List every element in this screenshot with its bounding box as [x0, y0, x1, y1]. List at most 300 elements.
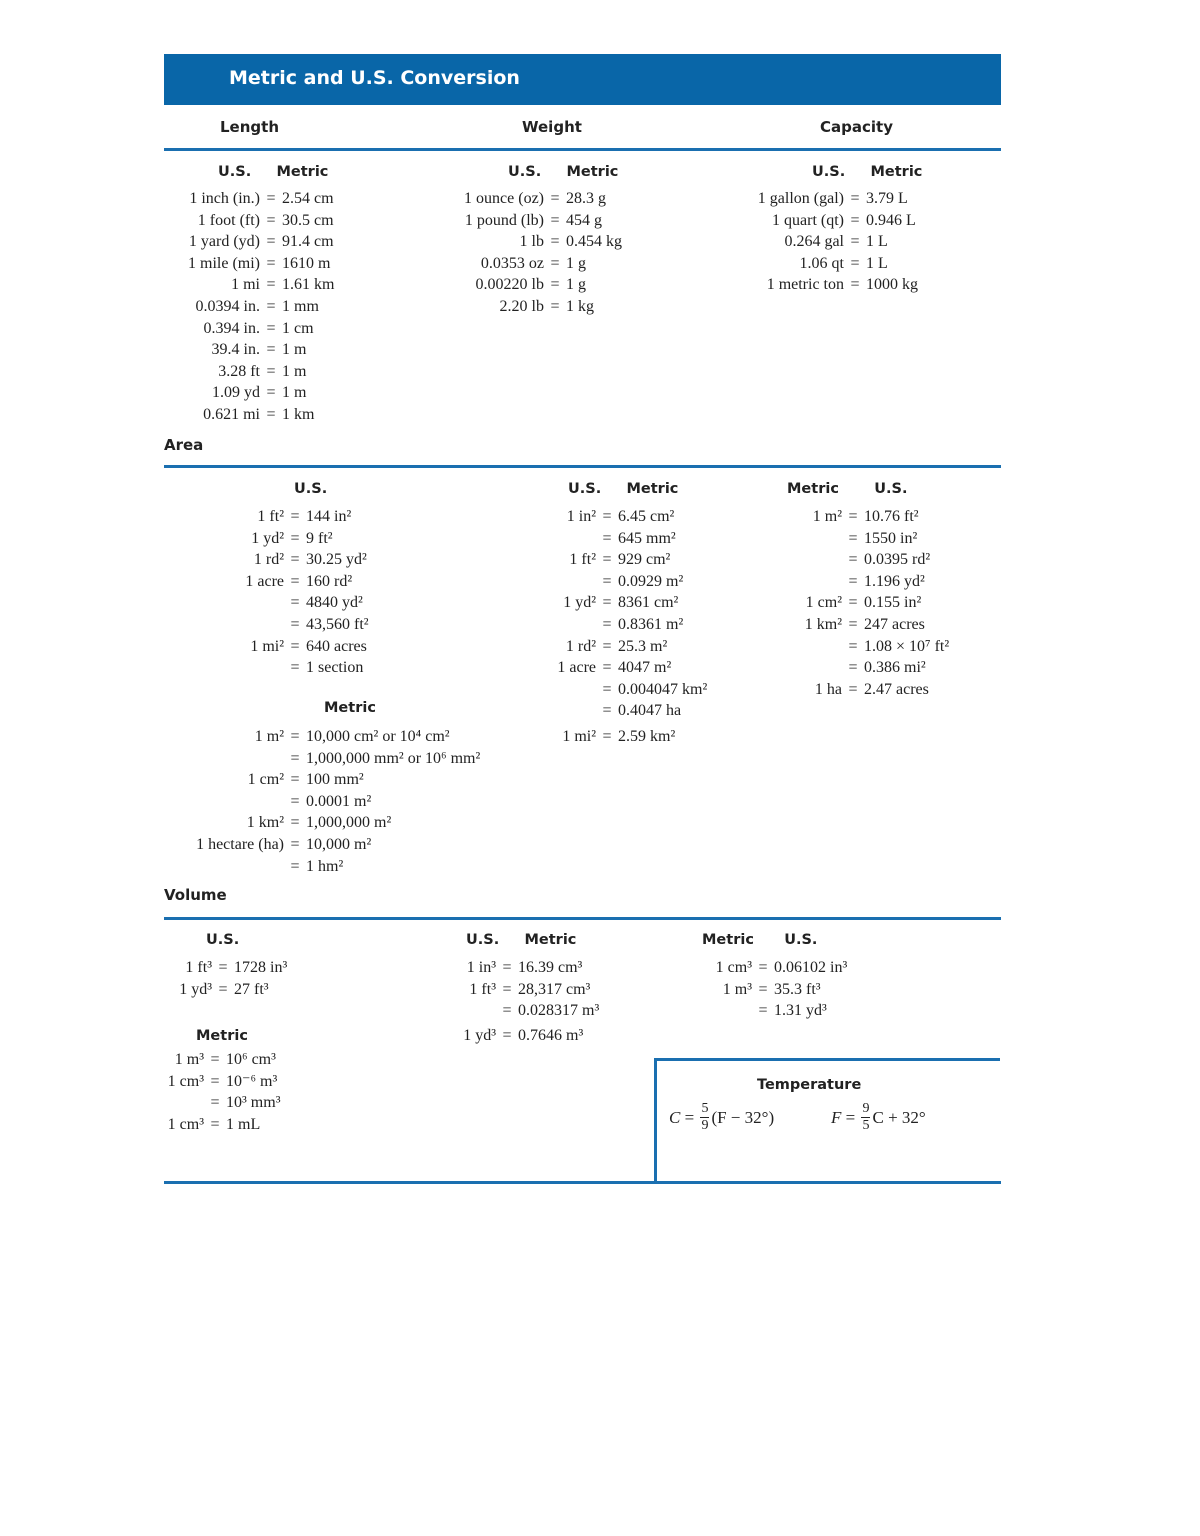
equals-sign: = — [602, 508, 612, 525]
row-equivalent-value: 0.06102 in³ — [774, 959, 848, 976]
row-us-value: 1 yd³ — [463, 1027, 496, 1044]
row-us-value: 1 m³ — [174, 1051, 204, 1068]
row-us-value: 1 pound (lb) — [464, 211, 544, 229]
area-us-table — [180, 506, 369, 679]
equals-sign: = — [848, 508, 858, 525]
table-row — [790, 614, 949, 636]
row-us-value: 0.0353 oz — [480, 254, 544, 272]
equals-sign: = — [266, 190, 276, 207]
row-equivalent-value: 1 cm — [282, 319, 314, 337]
equals-sign: = — [266, 233, 276, 251]
row-equivalent-value: 27 ft³ — [234, 980, 269, 998]
table-row — [544, 571, 707, 593]
row-us-value — [790, 549, 842, 571]
equals-sign: = — [290, 637, 300, 655]
row-us-value: 1 gallon (gal) — [757, 190, 844, 207]
equals-sign: = — [290, 572, 300, 590]
row-equivalent-value: 1.08 × 10⁷ ft² — [864, 637, 950, 655]
row-us-value: 1 ha — [814, 680, 842, 698]
equals-sign: = — [266, 405, 276, 423]
row-equivalent-value: 30.5 cm — [282, 211, 334, 229]
table-row — [440, 210, 622, 232]
row-equivalent-value: 10,000 cm² or 10⁴ cm² — [306, 728, 450, 745]
row-equivalent-value: 4047 m² — [618, 659, 672, 677]
row-equivalent-value: 2.54 cm — [282, 190, 334, 207]
fahrenheit-fraction: $\frac{9}{5}$ — [862, 1101, 870, 1133]
equals-sign: = — [218, 980, 228, 998]
row-equivalent-value: 1 hm² — [306, 857, 344, 875]
volume-us-metric-table — [452, 957, 599, 1022]
row-us-value — [544, 528, 596, 550]
table-row — [790, 679, 949, 701]
capacity-column-headers: U.S. Metric — [812, 164, 923, 180]
row-us-value: 1 hectare (ha) — [196, 835, 284, 853]
divider-volume — [164, 917, 1001, 920]
row-us-value: 1 cm² — [805, 594, 842, 612]
area-us-metric-header: U.S. Metric — [568, 481, 679, 497]
table-row — [160, 210, 334, 232]
equals-sign: = — [550, 233, 560, 251]
equals-sign: = — [266, 297, 276, 315]
row-us-value: 1.06 qt — [799, 254, 844, 272]
table-row — [704, 979, 847, 1001]
row-us-value — [544, 679, 596, 701]
table-row — [704, 957, 847, 979]
equals-sign: = — [290, 529, 300, 547]
row-equivalent-value: 10.76 ft² — [864, 508, 919, 525]
area-metric-us-table — [790, 506, 949, 700]
row-us-value: 1 yd³ — [179, 980, 212, 998]
equals-sign: = — [848, 615, 858, 633]
table-row — [452, 979, 599, 1001]
row-equivalent-value: 6.45 cm² — [618, 508, 675, 525]
area-metric-us-header: Metric U.S. — [787, 481, 908, 497]
area-us-header: U.S. — [294, 481, 328, 497]
table-row — [180, 812, 480, 834]
equals-sign: = — [550, 211, 560, 229]
equals-sign: = — [210, 1051, 220, 1068]
row-equivalent-value: 10⁶ cm³ — [226, 1051, 276, 1068]
celsius-fraction: $\frac{5}{9}$ — [701, 1101, 709, 1133]
equals-sign: = — [602, 594, 612, 612]
table-row — [544, 679, 707, 701]
table-row — [790, 549, 949, 571]
table-row — [452, 957, 599, 979]
row-us-value: 1 mi² — [250, 637, 284, 655]
row-equivalent-value: 1 L — [866, 254, 888, 272]
table-row — [164, 979, 287, 1001]
page-title: Metric and U.S. Conversion — [229, 67, 520, 89]
table-row — [736, 188, 918, 210]
table-row — [160, 382, 334, 404]
table-row — [452, 1000, 599, 1022]
row-equivalent-value: 1 g — [566, 276, 586, 294]
row-equivalent-value: 0.0395 rd² — [864, 551, 931, 569]
row-us-value: 1 in³ — [466, 959, 496, 976]
area-header: Area — [164, 436, 204, 454]
row-equivalent-value: 0.454 kg — [566, 233, 622, 251]
table-row — [180, 791, 480, 813]
equals-sign: = — [290, 615, 300, 633]
row-equivalent-value: 8361 cm² — [618, 594, 679, 612]
equals-sign: = — [266, 362, 276, 380]
table-row — [180, 506, 369, 528]
table-row — [180, 657, 369, 679]
table-row — [180, 856, 480, 878]
divider-length — [164, 148, 1001, 151]
table-row — [790, 528, 949, 550]
volume-us-metric-extra — [452, 1025, 583, 1047]
row-us-value — [452, 1000, 496, 1022]
row-equivalent-value: 645 mm² — [618, 529, 676, 547]
equals-sign: = — [850, 254, 860, 272]
table-row — [160, 296, 334, 318]
table-row — [180, 748, 480, 770]
equals-sign: = — [850, 190, 860, 207]
equals-sign: = — [848, 572, 858, 590]
area-us-metric-extra — [544, 726, 675, 748]
title-banner — [164, 54, 1001, 105]
volume-header: Volume — [164, 886, 227, 904]
equals-sign: = — [266, 211, 276, 229]
equals-sign: = — [550, 297, 560, 315]
table-row — [544, 726, 675, 748]
row-us-value — [180, 856, 284, 878]
equals-sign: = — [758, 980, 768, 998]
row-equivalent-value: 0.0001 m² — [306, 792, 372, 810]
capacity-table — [736, 188, 918, 296]
row-us-value: 1 cm³ — [715, 959, 752, 976]
fahrenheit-formula-rest: C + 32° — [872, 1107, 926, 1127]
row-us-value: 1 lb — [519, 233, 544, 251]
row-equivalent-value: 1.196 yd² — [864, 572, 925, 590]
row-us-value: 0.621 mi — [203, 405, 260, 423]
row-us-value: 1 mile (mi) — [188, 254, 260, 272]
row-us-value: 1 foot (ft) — [197, 211, 260, 229]
equals-sign: = — [550, 190, 560, 207]
table-row — [440, 253, 622, 275]
row-us-value: 1 inch (in.) — [189, 190, 260, 207]
row-equivalent-value: 1.31 yd³ — [774, 1002, 827, 1020]
equals-sign: = — [602, 551, 612, 569]
table-row — [544, 614, 707, 636]
row-us-value: 2.20 lb — [499, 297, 544, 315]
table-row — [160, 1049, 280, 1071]
row-us-value: 1 rd² — [565, 637, 596, 655]
row-equivalent-value: 1,000,000 mm² or 10⁶ mm² — [306, 749, 481, 767]
row-equivalent-value: 9 ft² — [306, 529, 333, 547]
table-row — [180, 571, 369, 593]
row-equivalent-value: 0.946 L — [866, 211, 916, 229]
equals-sign: = — [602, 659, 612, 677]
equals-sign: = — [266, 276, 276, 294]
weight-column-headers: U.S. Metric — [508, 164, 619, 180]
row-equivalent-value: 10⁻⁶ m³ — [226, 1072, 278, 1090]
equals-sign: = — [210, 1072, 220, 1090]
equals-sign: = — [266, 384, 276, 402]
volume-us-header: U.S. — [206, 932, 240, 948]
temperature-header: Temperature — [757, 1077, 862, 1093]
row-us-value: 1 mi² — [562, 728, 596, 745]
equals-sign: = — [502, 959, 512, 976]
table-row — [180, 834, 480, 856]
row-us-value — [544, 700, 596, 722]
row-equivalent-value: 0.028317 m³ — [518, 1002, 600, 1020]
row-equivalent-value: 1 kg — [566, 297, 594, 315]
row-equivalent-value: 35.3 ft³ — [774, 980, 821, 998]
row-us-value: 1 ft² — [257, 508, 284, 525]
equals-sign: = — [290, 749, 300, 767]
row-equivalent-value: 929 cm² — [618, 551, 671, 569]
row-equivalent-value: 1550 in² — [864, 529, 918, 547]
row-us-value: 1 acre — [557, 659, 596, 677]
row-equivalent-value: 30.25 yd² — [306, 551, 367, 569]
table-row — [544, 700, 707, 722]
row-equivalent-value: 454 g — [566, 211, 602, 229]
equals-sign: = — [218, 959, 228, 976]
equals-sign: = — [758, 959, 768, 976]
table-row — [736, 231, 918, 253]
row-us-value: 1 cm³ — [167, 1072, 204, 1090]
row-equivalent-value: 4840 yd² — [306, 594, 363, 612]
row-equivalent-value: 0.386 mi² — [864, 659, 926, 677]
table-row — [704, 1000, 847, 1022]
equals-sign: = — [850, 233, 860, 251]
equals-sign: = — [290, 728, 300, 745]
length-table — [160, 188, 334, 426]
volume-metric-table — [160, 1049, 280, 1135]
table-row — [164, 957, 287, 979]
row-us-value: 0.0394 in. — [195, 297, 260, 315]
equals-sign: = — [850, 211, 860, 229]
row-us-value: 1 km² — [246, 814, 284, 832]
table-row — [160, 1114, 280, 1136]
table-row — [180, 528, 369, 550]
row-us-value: 1.09 yd — [212, 384, 260, 402]
row-us-value — [790, 528, 842, 550]
row-equivalent-value: 1 mL — [226, 1115, 261, 1133]
table-row — [736, 210, 918, 232]
row-equivalent-value: 0.004047 km² — [618, 680, 708, 698]
table-row — [160, 231, 334, 253]
row-us-value — [790, 571, 842, 593]
row-us-value — [544, 571, 596, 593]
divider-bottom — [164, 1181, 1001, 1184]
weight-table — [440, 188, 622, 318]
equals-sign: = — [758, 1002, 768, 1020]
equals-sign: = — [848, 529, 858, 547]
equals-sign: = — [602, 637, 612, 655]
equals-sign: = — [266, 319, 276, 337]
table-row — [160, 1071, 280, 1093]
equals-sign: = — [290, 814, 300, 832]
table-row — [544, 528, 707, 550]
table-row — [180, 769, 480, 791]
row-equivalent-value: 28.3 g — [566, 190, 606, 207]
row-equivalent-value: 0.7646 m³ — [518, 1027, 584, 1044]
row-equivalent-value: 43,560 ft² — [306, 615, 369, 633]
row-equivalent-value: 1000 kg — [866, 276, 918, 294]
row-us-value — [790, 657, 842, 679]
row-equivalent-value: 1,000,000 m² — [306, 814, 392, 832]
table-row — [160, 253, 334, 275]
row-equivalent-value: 1728 in³ — [234, 959, 288, 976]
table-row — [452, 1025, 583, 1047]
row-equivalent-value: 1 L — [866, 233, 888, 251]
row-us-value: 1 yard (yd) — [188, 233, 260, 251]
row-us-value: 1 mi — [231, 276, 260, 294]
row-us-value: 1 in² — [566, 508, 596, 525]
table-row — [180, 614, 369, 636]
row-equivalent-value: 247 acres — [864, 615, 925, 633]
volume-us-table — [164, 957, 287, 1000]
equals-sign: = — [290, 792, 300, 810]
row-equivalent-value: 160 rd² — [306, 572, 353, 590]
table-row — [160, 274, 334, 296]
volume-us-metric-header: U.S. Metric — [466, 932, 577, 948]
row-equivalent-value: 16.39 cm³ — [518, 959, 583, 976]
row-us-value: 1 yd² — [251, 529, 284, 547]
equals-sign: = — [848, 594, 858, 612]
row-us-value: 0.394 in. — [203, 319, 260, 337]
table-row — [440, 188, 622, 210]
table-row — [544, 592, 707, 614]
equals-sign: = — [266, 341, 276, 359]
row-us-value: 1 ft³ — [185, 959, 212, 976]
table-row — [544, 506, 707, 528]
row-us-value — [790, 636, 842, 658]
temperature-box — [654, 1058, 1000, 1183]
celsius-formula: C = $\frac{5}{9}$ (F − 32°) — [669, 1101, 775, 1133]
table-row — [180, 726, 480, 748]
table-row — [180, 549, 369, 571]
row-equivalent-value: 2.47 acres — [864, 680, 929, 698]
equals-sign: = — [602, 615, 612, 633]
area-metric-table — [180, 726, 480, 877]
row-equivalent-value: 1 mm — [282, 297, 319, 315]
row-equivalent-value: 1 m — [282, 341, 307, 359]
row-equivalent-value: 0.155 in² — [864, 594, 922, 612]
row-equivalent-value: 91.4 cm — [282, 233, 334, 251]
row-equivalent-value: 1 section — [306, 659, 364, 677]
equals-sign: = — [290, 835, 300, 853]
equals-sign: = — [290, 551, 300, 569]
row-us-value — [704, 1000, 752, 1022]
row-equivalent-value: 28,317 cm³ — [518, 980, 591, 998]
row-equivalent-value: 1610 m — [282, 254, 331, 272]
row-us-value: 1 cm³ — [167, 1115, 204, 1133]
table-row — [160, 361, 334, 383]
row-us-value: 1 ft³ — [469, 980, 496, 998]
table-row — [790, 506, 949, 528]
equals-sign: = — [290, 659, 300, 677]
equals-sign: = — [550, 276, 560, 294]
row-equivalent-value: 1 m — [282, 384, 307, 402]
row-equivalent-value: 144 in² — [306, 508, 352, 525]
divider-area — [164, 465, 1001, 468]
row-us-value: 0.00220 lb — [475, 276, 544, 294]
row-us-value: 1 acre — [245, 572, 284, 590]
table-row — [544, 657, 707, 679]
table-row — [790, 571, 949, 593]
volume-metric-header: Metric — [196, 1028, 248, 1044]
row-us-value: 1 m³ — [722, 980, 752, 998]
equals-sign: = — [290, 771, 300, 789]
row-us-value: 39.4 in. — [211, 341, 260, 359]
row-us-value: 1 km² — [804, 615, 842, 633]
row-equivalent-value: 1 km — [282, 405, 315, 423]
row-equivalent-value: 1 m — [282, 362, 307, 380]
table-row — [440, 231, 622, 253]
row-us-value — [180, 748, 284, 770]
length-column-headers: U.S. Metric — [218, 164, 329, 180]
row-us-value: 1 ounce (oz) — [464, 190, 544, 207]
equals-sign: = — [848, 551, 858, 569]
volume-metric-us-header: Metric U.S. — [702, 932, 818, 948]
equals-sign: = — [848, 659, 858, 677]
table-row — [180, 636, 369, 658]
row-equivalent-value: 1 g — [566, 254, 586, 272]
capacity-header: Capacity — [820, 118, 893, 136]
equals-sign: = — [550, 254, 560, 272]
weight-header: Weight — [522, 118, 582, 136]
table-row — [160, 339, 334, 361]
row-us-value: 1 cm² — [247, 771, 284, 789]
fahrenheit-formula: F = $\frac{9}{5}$ C + 32° — [831, 1101, 926, 1133]
row-us-value — [180, 657, 284, 679]
row-us-value — [160, 1092, 204, 1114]
table-row — [440, 274, 622, 296]
equals-sign: = — [602, 702, 612, 720]
row-us-value: 1 ft² — [569, 551, 596, 569]
table-row — [160, 1092, 280, 1114]
equals-sign: = — [502, 1027, 512, 1044]
equals-sign: = — [266, 254, 276, 272]
table-row — [790, 636, 949, 658]
row-us-value — [544, 614, 596, 636]
row-us-value: 1 rd² — [253, 551, 284, 569]
row-equivalent-value: 25.3 m² — [618, 637, 668, 655]
row-us-value — [180, 791, 284, 813]
equals-sign: = — [850, 276, 860, 294]
table-row — [736, 274, 918, 296]
row-us-value: 1 quart (qt) — [772, 211, 844, 229]
equals-sign: = — [210, 1094, 220, 1112]
equals-sign: = — [602, 728, 612, 745]
row-us-value: 1 metric ton — [766, 276, 844, 294]
table-row — [160, 188, 334, 210]
table-row — [790, 657, 949, 679]
table-row — [736, 253, 918, 275]
row-equivalent-value: 0.4047 ha — [618, 702, 682, 720]
table-row — [790, 592, 949, 614]
row-equivalent-value: 10,000 m² — [306, 835, 372, 853]
row-equivalent-value: 100 mm² — [306, 771, 364, 789]
row-equivalent-value: 3.79 L — [866, 190, 908, 207]
table-row — [544, 636, 707, 658]
volume-metric-us-table — [704, 957, 847, 1022]
equals-sign: = — [502, 1002, 512, 1020]
table-row — [440, 296, 622, 318]
row-equivalent-value: 2.59 km² — [618, 728, 676, 745]
table-row — [160, 404, 334, 426]
area-us-metric-table — [544, 506, 707, 722]
length-header: Length — [220, 118, 279, 136]
row-us-value — [180, 614, 284, 636]
row-us-value: 1 m² — [812, 508, 842, 525]
row-equivalent-value: 0.0929 m² — [618, 572, 684, 590]
row-us-value: 0.264 gal — [784, 233, 844, 251]
